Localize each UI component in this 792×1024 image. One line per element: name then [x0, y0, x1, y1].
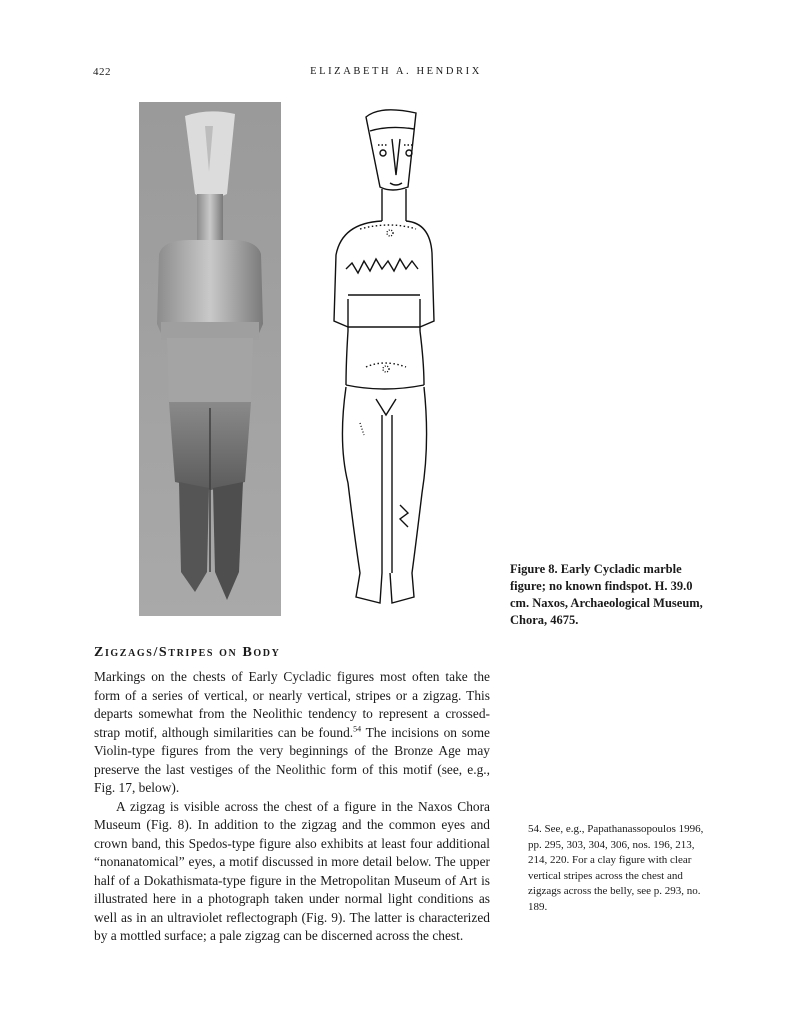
page-number: 422 — [93, 66, 111, 78]
paragraph-1-text-a: Markings on the chests of Early Cycladic figures most often take the form of a series of vertical, or nearly vertical, stripes or a zigzag. This departs somewhat from the Neolithic tendency to represent a crossed-strap motif, although similarities can be found. — [94, 669, 490, 740]
footnote-text: 54. See, e.g., Papathanassopoulos 1996, pp. 295, 303, 304, 306, nos. 196, 213, 214, 220. For a clay figure with clear vertical stripes across the chest and zigzags across the belly, see p. 293, no. 189. — [528, 823, 704, 913]
section-heading: Zigzags/Stripes on Body — [94, 645, 281, 660]
footnote-ref-54[interactable]: 54 — [353, 724, 362, 734]
body-text — [94, 668, 490, 946]
paragraph-1-text-b: The incisions on some Violin-type figures from the very beginnings of the Bronze Age may preserve the last vestiges of the Neolithic form of this motif (see, e.g., Fig. 17, below). — [94, 724, 490, 795]
running-head: ELIZABETH A. HENDRIX — [310, 66, 482, 77]
figure-line-drawing — [320, 103, 438, 608]
paragraph-2: A zigzag is visible across the chest of a figure in the Naxos Chora Museum (Fig. 8). In addition to the zigzag and the common eyes and crown band, this Spedos-type figure also exhibits at least four additional “nonanatomical” eyes, a motif discussed in more detail below. The upper half of a Dokathismata-type figure in the Metropolitan Museum of Art is illustrated here in a photograph taken under normal light conditions as well as in an ultraviolet reflectograph (Fig. 9). The latter is characterized by a mottled surface; a pale zigzag can be discerned across the chest. — [94, 798, 490, 943]
footnote-54 — [510, 822, 716, 915]
paragraph-1 — [94, 668, 490, 798]
figure-caption: Figure 8. Early Cycladic marble figure; no known findspot. H. 39.0 cm. Naxos, Archaeological Museum, Chora, 4675. — [510, 562, 703, 627]
figure-photograph — [139, 102, 281, 616]
